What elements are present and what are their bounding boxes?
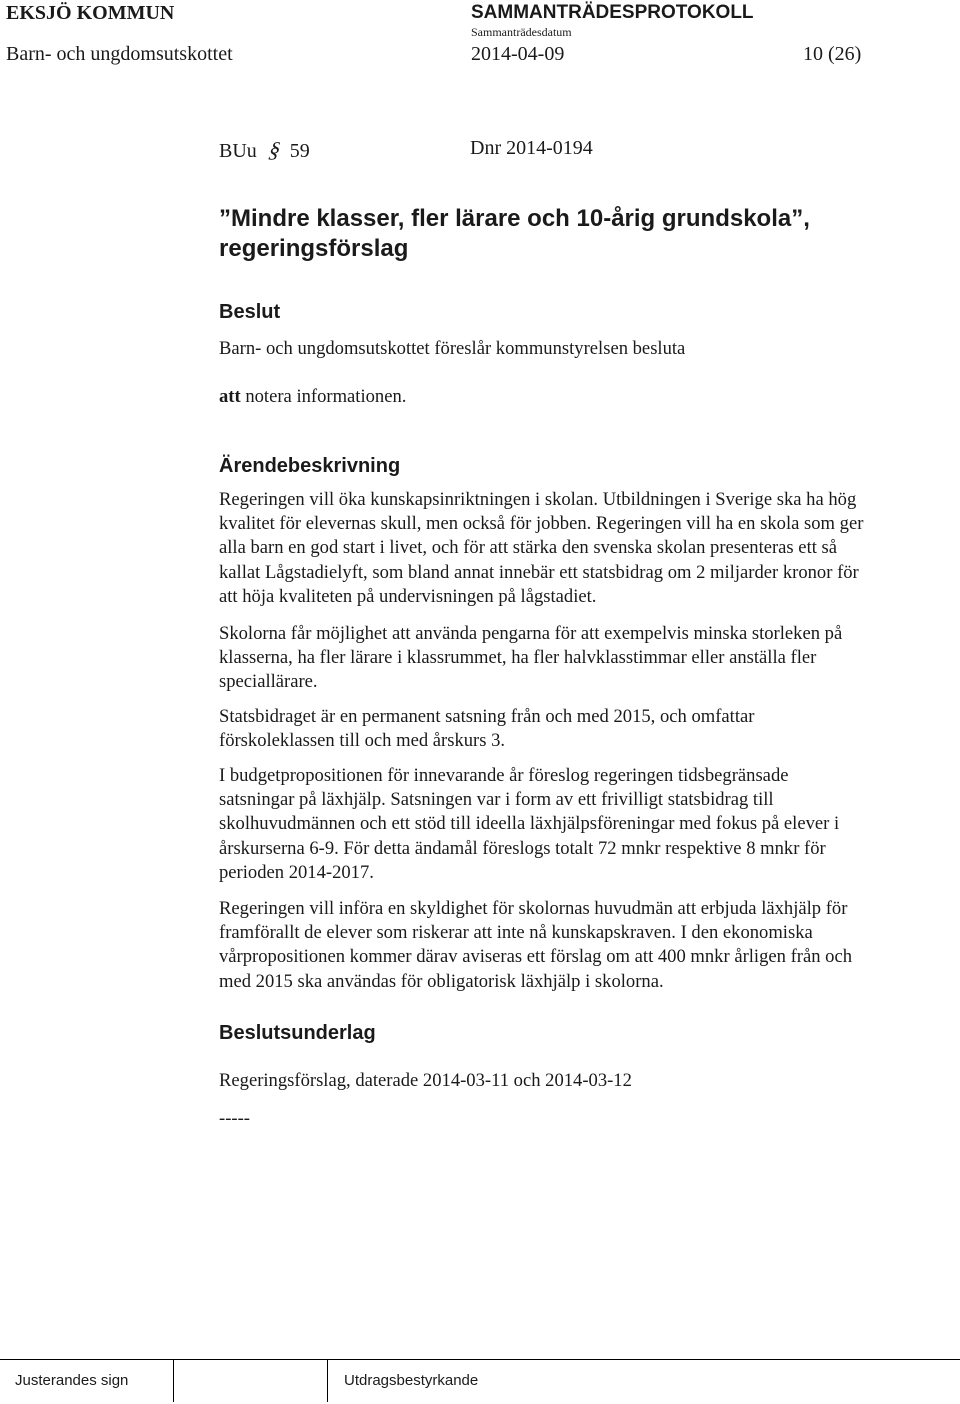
paragraph xyxy=(219,705,939,753)
text-line: Regeringen vill införa en skyldighet för skolornas huvudmän att erbjuda läxhjälp för xyxy=(219,898,848,919)
beslut-text: Barn- och ungdomsutskottet föreslår kommunstyrelsen besluta xyxy=(219,338,686,359)
text-line: Regeringen vill öka kunskapsinriktningen i skolan. Utbildningen i Sverige ska ha hög xyxy=(219,489,857,510)
text-line: alla barn en god start i livet, och för att stärka den svenska skolan presenteras ett så xyxy=(219,537,838,559)
paragraph xyxy=(219,897,939,994)
case-number: 59 xyxy=(289,140,310,162)
footer-rule xyxy=(0,1359,960,1360)
title-line: ”Mindre klasser, fler lärare och 10-årig grundskola”, xyxy=(219,205,810,232)
beslutsunderlag-heading: Beslutsunderlag xyxy=(219,1022,376,1044)
signature-label: Justerandes sign xyxy=(15,1372,129,1389)
page-number: 10 (26) xyxy=(803,43,862,65)
text-line: kallat Lågstadielyft, som bland annat innebär ett statsbidrag om 2 miljarder kronor för xyxy=(219,561,859,583)
text-line: Skolorna får möjlighet att använda pengarna för att exempelvis minska storleken på xyxy=(219,623,843,644)
beslut-heading: Beslut xyxy=(219,301,281,323)
text-line: årskurserna 6-9. För detta ändamål föreslogs totalt 72 mnkr respektive 8 mnkr för xyxy=(219,837,826,859)
footer-separator xyxy=(327,1359,328,1402)
text-line: perioden 2014-2017. xyxy=(219,861,374,883)
att-text: notera informationen. xyxy=(240,386,407,407)
case-reference xyxy=(219,137,310,163)
arendebeskrivning-heading: Ärendebeskrivning xyxy=(219,455,401,477)
text-line: I budgetpropositionen för innevarande år föreslog regeringen tidsbegränsade xyxy=(219,765,789,786)
diary-number: Dnr 2014-0194 xyxy=(470,137,593,159)
title-line: regeringsförslag xyxy=(219,235,409,262)
meeting-date-label: Sammanträdesdatum xyxy=(471,25,572,39)
end-separator: ----- xyxy=(219,1108,250,1129)
municipality-name: EKSJÖ KOMMUN xyxy=(6,2,175,24)
meeting-date: 2014-04-09 xyxy=(471,43,565,65)
beslut-decision xyxy=(219,385,939,409)
text-line: att höja kvaliteten på undervisningen på lågstadiet. xyxy=(219,585,597,607)
text-line: förskoleklassen till och med årskurs 3. xyxy=(219,730,506,752)
text-line: kvalitet för elevernas skull, men också för jobben. Regeringen vill ha en skola som ger xyxy=(219,513,864,535)
paragraph xyxy=(219,764,939,885)
text-line: satsningar på läxhjälp. Satsningen var i form av ett frivilligt statsbidrag till xyxy=(219,789,774,811)
text-line: Statsbidraget är en permanent satsning från och med 2015, och omfattar xyxy=(219,706,755,727)
att-word: att xyxy=(219,386,241,407)
text-line: med 2015 ska användas för obligatorisk läxhjälp i skolorna. xyxy=(219,970,664,992)
paragraph xyxy=(219,488,939,609)
case-prefix: BUu xyxy=(219,140,257,162)
footer-separator xyxy=(173,1359,174,1402)
document-title xyxy=(219,204,810,264)
text-line: speciallärare. xyxy=(219,671,318,693)
protocol-type: SAMMANTRÄDESPROTOKOLL xyxy=(471,2,754,23)
paragraph xyxy=(219,622,939,695)
section-sign: § xyxy=(267,137,282,162)
text-line: klasserna, ha fler lärare i klassrummet, ha fler halvklasstimmar eller anställa fler xyxy=(219,647,817,669)
beslutsunderlag-text: Regeringsförslag, daterade 2014-03-11 och 2014-03-12 xyxy=(219,1070,632,1091)
certification-label: Utdragsbestyrkande xyxy=(344,1372,479,1389)
committee-name: Barn- och ungdomsutskottet xyxy=(6,43,233,65)
text-line: skolhuvudmännen och ett stöd till ideella läxhjälpsföreningar med fokus på elever i xyxy=(219,813,840,835)
text-line: framförallt de elever som riskerar att inte nå kunskapskraven. I den ekonomiska xyxy=(219,922,813,944)
text-line: vårpropositionen kommer därav aviseras ett förslag om att 400 mnkr årligen från och xyxy=(219,946,853,968)
